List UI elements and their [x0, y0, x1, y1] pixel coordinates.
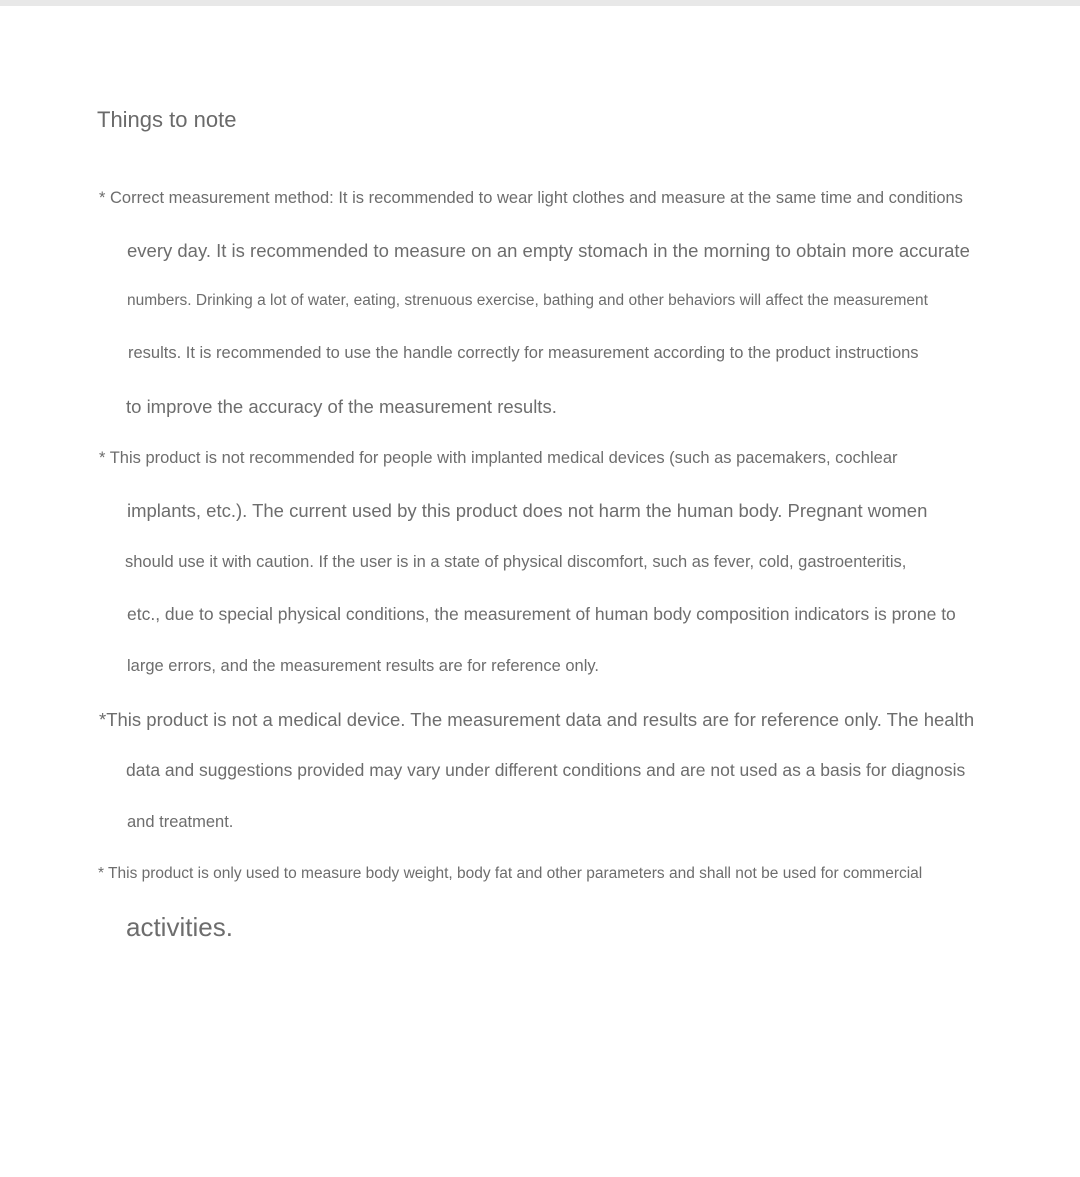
note-line: data and suggestions provided may vary under different conditions and are not used as a basis for diagnosis [126, 760, 966, 780]
note-line: results. It is recommended to use the handle correctly for measurement according to the product instructions [128, 344, 919, 362]
note-line: every day. It is recommended to measure on an empty stomach in the morning to obtain more accurate [127, 240, 970, 261]
note-line: large errors, and the measurement results are for reference only. [127, 657, 599, 675]
page-title: Things to note [97, 107, 237, 132]
note-line: and treatment. [127, 813, 234, 831]
top-divider [0, 0, 1080, 6]
note-line: * Correct measurement method: It is recommended to wear light clothes and measure at the same time and conditions [99, 189, 963, 207]
note-line: * This product is only used to measure body weight, body fat and other parameters and shall not be used for commercial [98, 865, 923, 882]
note-line: etc., due to special physical conditions, the measurement of human body composition indicators is prone to [127, 604, 956, 624]
note-line: *This product is not a medical device. The measurement data and results are for reference only. The health [99, 709, 975, 730]
note-line: * This product is not recommended for people with implanted medical devices (such as pacemakers, cochlear [99, 449, 898, 467]
note-line: should use it with caution. If the user is in a state of physical discomfort, such as fever, cold, gastroenteritis, [125, 553, 907, 571]
note-line: implants, etc.). The current used by this product does not harm the human body. Pregnant women [127, 500, 928, 521]
note-line: numbers. Drinking a lot of water, eating, strenuous exercise, bathing and other behaviors will affect the measurement [127, 292, 928, 309]
note-line: activities. [126, 912, 233, 942]
note-line: to improve the accuracy of the measurement results. [126, 396, 557, 417]
